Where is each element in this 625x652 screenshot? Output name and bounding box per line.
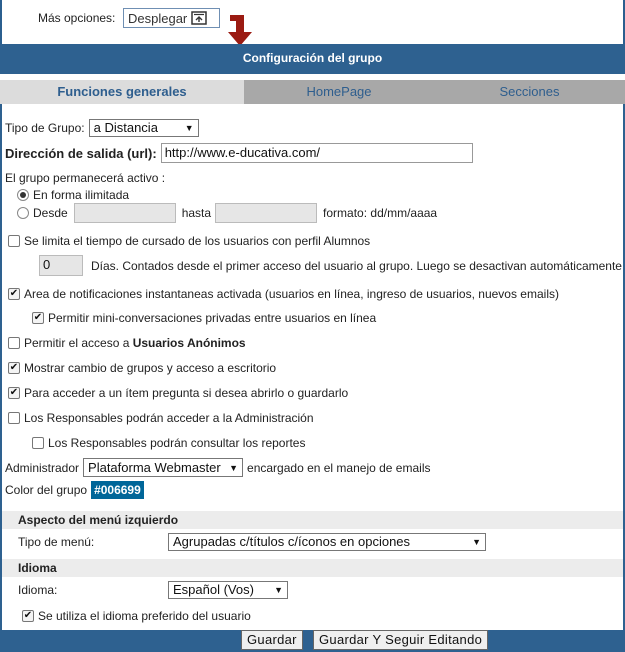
save-continue-button[interactable]: Guardar Y Seguir Editando [313, 630, 488, 650]
admin-row [5, 458, 430, 477]
preferred-language-label: Se utiliza el idioma preferido del usuario [38, 609, 251, 623]
mini-conv-checkbox[interactable]: ✔ [33, 312, 43, 323]
language-select[interactable] [168, 581, 288, 599]
until-label: hasta [181, 206, 212, 220]
date-range-row [17, 203, 437, 223]
caret-down-icon: ▼ [472, 537, 481, 547]
color-row [5, 481, 144, 499]
page-title: Configuración del grupo [0, 44, 625, 74]
show-change-label: Mostrar cambio de grupos y acceso a escritorio [24, 361, 277, 375]
exit-url-input[interactable]: http://www.e-ducativa.com/ [161, 143, 473, 163]
anon-checkbox[interactable] [8, 337, 20, 349]
tab-homepage[interactable]: HomePage [244, 80, 434, 104]
color-label: Color del grupo [5, 483, 88, 497]
preferred-language-checkbox[interactable]: ✔ [23, 610, 33, 621]
language-section-title: Idioma [2, 559, 623, 577]
anon-bold: Usuarios Anónimos [132, 336, 246, 350]
show-change-checkbox[interactable]: ✔ [9, 362, 19, 373]
active-label: El grupo permanecerá activo : [5, 171, 166, 185]
more-options-label: Más opciones: [38, 11, 116, 25]
unlimited-row [17, 188, 129, 202]
show-change-row [8, 361, 276, 375]
exit-url-row [5, 143, 473, 163]
admin-label: Administrador [5, 460, 80, 475]
preferred-language-row [22, 609, 251, 623]
resp-reports-row [32, 436, 305, 450]
red-arrow-icon [224, 12, 260, 48]
ask-open-row [8, 386, 348, 400]
menu-type-value: Agrupadas c/títulos c/íconos en opciones [173, 534, 411, 549]
unlimited-radio[interactable] [17, 189, 29, 201]
language-value: Español (Vos) [173, 582, 254, 597]
group-type-select[interactable] [89, 119, 199, 137]
menu-type-row [18, 533, 486, 551]
left-menu-section-title: Aspecto del menú izquierdo [2, 511, 623, 529]
caret-down-icon: ▼ [184, 123, 194, 133]
limit-time-checkbox[interactable] [8, 235, 20, 247]
resp-admin-label: Los Responsables podrán acceder a la Administración [24, 411, 314, 425]
language-row [18, 581, 288, 599]
admin-suffix: encargado en el manejo de emails [247, 460, 431, 475]
group-type-row [5, 119, 199, 137]
tab-sections[interactable]: Secciones [434, 80, 625, 104]
expand-icon [191, 11, 207, 25]
format-label: formato: dd/mm/aaaa [323, 206, 438, 220]
group-type-label: Tipo de Grupo: [5, 121, 85, 135]
exit-url-label: Dirección de salida (url): [5, 145, 157, 161]
anon-prefix: Permitir el acceso a [24, 336, 133, 350]
until-date-input[interactable] [215, 203, 317, 223]
limit-time-label: Se limita el tiempo de cursado de los usuarios con perfil Alumnos [24, 234, 371, 248]
from-date-input[interactable] [74, 203, 176, 223]
resp-admin-checkbox[interactable] [8, 412, 20, 424]
notif-row [8, 287, 559, 301]
caret-down-icon: ▼ [274, 585, 283, 595]
expand-button-label: Desplegar [128, 10, 188, 26]
date-range-radio[interactable] [17, 207, 29, 219]
expand-button[interactable] [123, 8, 220, 28]
group-type-value: a Distancia [93, 120, 158, 135]
language-label: Idioma: [18, 583, 58, 597]
anon-row [8, 336, 246, 350]
days-input[interactable]: 0 [39, 255, 83, 276]
tab-general-functions[interactable]: Funciones generales [0, 80, 244, 104]
limit-time-row [8, 234, 370, 248]
admin-value: Plataforma Webmaster [88, 459, 221, 475]
caret-down-icon: ▼ [229, 462, 239, 473]
mini-conv-row [32, 311, 376, 325]
mini-conv-label: Permitir mini-conversaciones privadas entre usuarios en línea [48, 311, 377, 325]
notif-checkbox[interactable]: ✔ [9, 288, 19, 299]
anon-label [24, 336, 246, 350]
unlimited-label: En forma ilimitada [33, 188, 130, 202]
admin-select[interactable] [83, 458, 243, 477]
group-color-swatch[interactable]: #006699 [91, 481, 144, 499]
menu-type-select[interactable] [168, 533, 486, 551]
resp-admin-row [8, 411, 314, 425]
notif-label: Area de notificaciones instantaneas activada (usuarios en línea, ingreso de usuarios, nuevos emails) [24, 287, 559, 301]
days-row [39, 255, 622, 276]
ask-open-label: Para acceder a un ítem pregunta si desea abrirlo o guardarlo [24, 386, 349, 400]
menu-type-label: Tipo de menú: [18, 535, 95, 549]
ask-open-checkbox[interactable]: ✔ [9, 387, 19, 398]
tab-bar [0, 80, 625, 104]
resp-reports-checkbox[interactable] [32, 437, 44, 449]
from-label: Desde [33, 206, 68, 220]
resp-reports-label: Los Responsables podrán consultar los reportes [48, 436, 306, 450]
save-button[interactable]: Guardar [241, 630, 303, 650]
days-text: Días. Contados desde el primer acceso del usuario al grupo. Luego se desactivan automáticamente [91, 258, 622, 273]
